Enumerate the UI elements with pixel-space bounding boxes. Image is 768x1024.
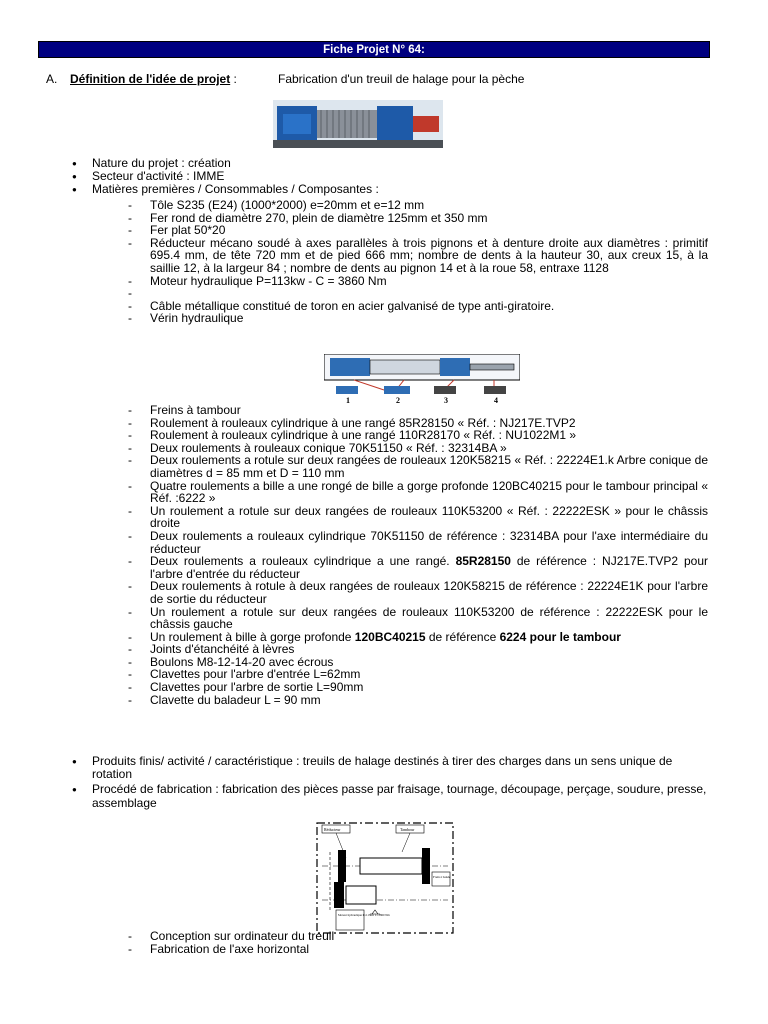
list-item: - Joints d'étanchéité à lèvres [128,643,708,656]
list-item: - Câble métallique constitué de toron en acier galvanisé de type anti-giratoire. [128,300,708,313]
list-item: - Tôle S235 (E24) (1000*2000) e=20mm et e=12 mm [128,199,708,212]
list-item: - Vérin hydraulique [128,312,708,325]
winch-photo [273,100,443,148]
list-item: - Conception sur ordinateur du treuil [128,930,708,943]
list-item: - Un roulement a rotule sur deux rangées de rouleaux 110K53200 de référence : 22222ESK pour le châssis gauche [128,606,708,631]
section-a [46,72,525,86]
list-item [128,287,708,300]
list-item: - Deux roulements a rotule sur deux rangées de rouleaux 120K58215 « Réf. : 22224E1.k Arbre conique de diamètres d = 85 mm et D = 110 mm [128,454,708,479]
list-item: - Clavettes pour l'arbre de sortie L=90mm [128,681,708,694]
list-item: - Un roulement à bille à gorge profonde 120BC40215 de référence 6224 pour le tambour [128,631,708,644]
list-item: ● Nature du projet : création [72,157,712,170]
label-frein: Frein à bande [433,875,451,879]
section-label: Définition de l'idée de projet [70,72,231,86]
section-letter: A. [46,72,58,86]
list-item: ● Secteur d'activité : IMME [72,170,712,183]
bottom-bullet-list [72,755,712,810]
label-reducteur: Réducteur [324,827,341,832]
hydraulic-cylinder-diagram [324,354,520,404]
list-item: - Fer rond de diamètre 270, plein de diamètre 125mm et 350 mm [128,212,708,225]
cylinder-label-4: 4 [494,396,498,404]
label-tambour: Tambour [400,827,415,832]
materials-list-a [128,199,708,325]
list-item: - Deux roulements a rouleaux cylindrique a une rangé. 85R28150 de référence : NJ217E.TVP2 pour l'arbre d'entrée du réducteur [128,555,708,580]
list-item: - Roulement à rouleaux cylindrique à une rangé 110R28170 « Réf. : NU1022M1 » [128,429,708,442]
list-item: - Deux roulements à rotule à deux rangées de rouleaux 120K58215 de référence : 22224E1K pour l'arbre de sortie du réducteur [128,580,708,605]
list-item: - Fabrication de l'axe horizontal [128,943,708,956]
list-item: - Deux roulements a rouleaux cylindrique 70K51150 de référence : 32314BA pour l'axe intermédiaire du réducteur [128,530,708,555]
list-item: - Freins à tambour [128,404,708,417]
top-bullet-list [72,157,712,197]
page-header: Fiche Projet N° 64: [38,41,710,58]
list-item: - Un roulement a rotule sur deux rangées de rouleaux 110K53200 « Réf. : 22222ESK » pour le châssis droite [128,505,708,530]
list-item: - Roulement à rouleaux cylindrique à une rangé 85R28150 « Réf. : NJ217E.TVP2 [128,417,708,430]
final-dash-list [128,930,708,955]
list-item: ● Produits finis/ activité / caractéristique : treuils de halage destinés à tirer des charges dans un sens unique de rotation [72,755,712,781]
list-item: - Deux roulements à rouleaux conique 70K51150 « Réf. : 32314BA » [128,442,708,455]
cylinder-label-2: 2 [396,396,400,404]
section-separator: : [233,72,237,86]
list-item: - Clavette du baladeur L = 90 mm [128,694,708,707]
list-item: - Réducteur mécano soudé à axes parallèles à trois pignons et à denture droite aux diamètres : primitif 695.4 mm, de tête 720 mm et de pied 666 mm; nombre de dents à la hauteur 30, aux creux 15, à la saillie 12, à la largeur 84 ; nombre de dents au pignon 14 et à la roue 58, entraxe 1128 [128,237,708,275]
list-item: - Clavettes pour l'arbre d'entrée L=62mm [128,668,708,681]
list-item: - Boulons M8-12-14-20 avec écrous [128,656,708,669]
label-moteur: Moteur hydraulique P=113kw C=3860 Nm [338,913,390,917]
cylinder-label-1: 1 [346,396,350,404]
list-item: - Moteur hydraulique P=113kw - C = 3860 Nm [128,275,708,288]
materials-list-b [128,404,708,706]
list-item: ● Procédé de fabrication : fabrication des pièces passe par fraisage, tournage, découpage, perçage, soudure, presse, assemblage [72,783,712,809]
list-item: - Quatre roulements a bille a une rongé de bille a gorge profonde 120BC40215 pour le tambour principal « Réf. :6222 » [128,480,708,505]
section-value: Fabrication d'un treuil de halage pour la pèche [278,72,525,86]
list-item: - Fer plat 50*20 [128,224,708,237]
winch-schematic [316,822,454,934]
list-item: ● Matières premières / Consommables / Composantes : [72,183,712,196]
cylinder-label-3: 3 [444,396,448,404]
